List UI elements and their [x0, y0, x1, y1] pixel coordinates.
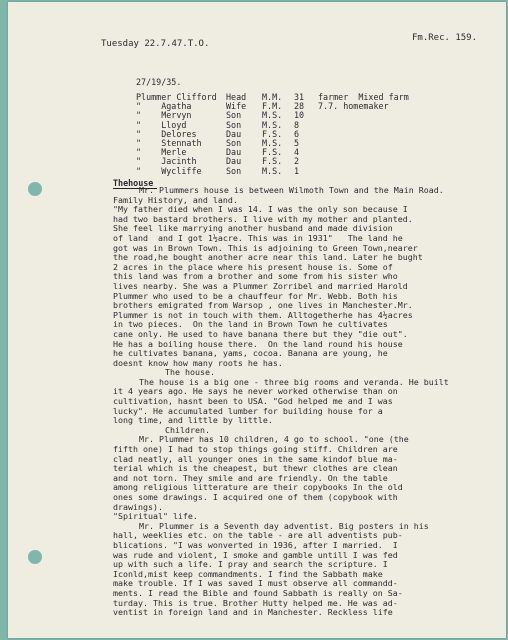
- household-sex-status: M.S.: [262, 165, 283, 176]
- household-name: " Jacinth: [136, 156, 197, 167]
- text-line: The house.: [165, 367, 215, 378]
- text-line: of land and I got 1½acre. This was in 1931" The land he: [113, 232, 403, 243]
- text-line: it 4 years ago. He says he never worked otherwise than on: [113, 386, 398, 397]
- text-line: lives nearby. She was a Plummer Zorribel and married Harold: [113, 280, 408, 291]
- household-age: 31: [294, 92, 305, 102]
- header-date: Tuesday 22.7.47.T.O.: [101, 39, 210, 49]
- text-line: and not torn. They smile and are friendly. On the table: [113, 472, 388, 483]
- household-name: " Mervyn: [136, 110, 192, 121]
- section-heading-struck: Thehouse: [113, 178, 154, 188]
- household-sex-status: M.S.: [262, 138, 283, 148]
- text-line: cane only. He used to have banana there but they "die out".: [113, 328, 408, 339]
- text-line: Plummer who used to be a chauffeur for Mr. Webb. Both his: [113, 290, 398, 301]
- text-line: long time, and little by little.: [113, 415, 273, 426]
- text-line: "My father died when I was 14. I was the only son because I: [113, 204, 408, 215]
- text-line: hall, weeklies etc. on the table - are all adventists pub-: [113, 530, 403, 541]
- text-line: drawings).: [113, 501, 163, 512]
- text-line: up with such a life. I pray and search the scripture. I: [113, 559, 388, 570]
- text-line: was rude and violent, I smoke and gamble untill I was fed: [113, 549, 398, 560]
- census-date: 27/19/35.: [136, 77, 182, 87]
- text-line: She feel like marrying another husband and made division: [113, 223, 393, 234]
- household-sex-status: F.S.: [262, 147, 283, 158]
- record-number: Fm.Rec. 159.: [412, 33, 478, 43]
- text-line: Mr. Plummer is a Seventh day adventist. Big posters in his: [139, 520, 429, 531]
- text-line: Children.: [165, 424, 210, 435]
- text-line: ones some drawings. I acquired one of them (copybook with: [113, 492, 398, 502]
- text-line: Family History, and land.: [113, 194, 238, 205]
- text-line: in two pieces. On the land in Brown Town he cultivates: [113, 319, 388, 330]
- text-line: The house is a big one - three big rooms and veranda. He built: [139, 376, 449, 387]
- text-line: ventist in foreign land and in Manchester. Reckless life: [113, 607, 393, 618]
- text-line: he cultivates banana, yams, cocoa. Banana are young, he: [113, 348, 388, 359]
- text-line: 2 acres in the place where his present house is. Some of: [113, 261, 393, 272]
- household-relation: Son: [226, 165, 242, 176]
- text-line: Mr. Plummers house is between Wilmoth Town and the Main Road.: [139, 185, 444, 195]
- household-age: 4: [294, 147, 300, 158]
- text-line: got was in Brown Town. This is adjoining to Green Town,nearer: [113, 242, 418, 253]
- household-sex-status: M.S.: [262, 119, 283, 130]
- household-sex-status: F.M.: [262, 101, 283, 112]
- text-line: make trouble. If I was saved I must observe all commandd-: [113, 578, 398, 589]
- text-line: lucky". He accumulated lumber for building house for a: [113, 405, 383, 416]
- text-line: cultivation, hasnt been to USA. "God helped me and I was: [113, 396, 393, 407]
- household-name: " Merle: [136, 147, 187, 158]
- household-age: 8: [294, 119, 300, 130]
- household-sex-status: F.S.: [262, 128, 283, 139]
- household-name: " Delores: [136, 128, 197, 139]
- text-line: the road,he bought another acre near this land. Later he bught: [113, 252, 423, 263]
- text-line: fifth one) I had to stop things going stiff. Children are: [113, 444, 398, 455]
- household-age: 2: [294, 156, 300, 167]
- text-line: He has a boiling house there. On the land round his house: [113, 338, 403, 349]
- household-relation: Son: [226, 119, 242, 130]
- household-occupation: farmer Mixed farm: [318, 92, 409, 102]
- household-relation: Dau: [226, 147, 242, 158]
- household-sex-status: F.S.: [262, 156, 283, 167]
- text-line: "Spiritual" life.: [113, 511, 198, 522]
- household-sex-status: M.S.: [262, 110, 283, 121]
- household-age: 28: [294, 101, 305, 112]
- punch-hole: [28, 182, 42, 196]
- text-line: ments. I read the Bible and found Sabbath is really on Sa-: [113, 587, 403, 598]
- household-relation: Head: [226, 92, 247, 102]
- text-line: Iconld,mist keep commandments. I find the Sabbath make: [113, 568, 383, 579]
- household-relation: Wife: [226, 101, 247, 112]
- text-line: blications. "I was wonverted in 1936, after I married. I: [113, 539, 398, 550]
- text-line: Mr. Plummer has 10 children, 4 go to school. "one (the: [139, 434, 409, 445]
- text-line: brothers emigrated from Warsop , one lives in Manchester.Mr.: [113, 300, 413, 311]
- text-line: terial which is the cheapest, but thewr clothes are clean: [113, 463, 398, 474]
- household-age: 1: [294, 165, 300, 176]
- document-page: [8, 2, 506, 638]
- household-name: Plummer Clifford: [136, 92, 217, 102]
- text-line: Plummer is not in touch with them. Alltogetherhe has 4½acres: [113, 309, 413, 320]
- text-line: doesnt know how many roots he has.: [113, 357, 283, 368]
- text-line: clad neatly, all younger ones in the same kindof blue ma-: [113, 453, 398, 464]
- household-relation: Son: [226, 110, 242, 121]
- household-relation: Dau: [226, 156, 242, 167]
- household-occupation: 7.7. homemaker: [318, 101, 389, 112]
- household-age: 5: [294, 138, 300, 148]
- household-age: 6: [294, 128, 300, 139]
- household-name: " Agatha: [136, 101, 192, 112]
- text-line: had two bastard brothers. I live with my mother and planted.: [113, 213, 413, 224]
- text-line: this land was from a brother and some from his sister who: [113, 271, 398, 282]
- household-age: 10: [294, 110, 305, 121]
- household-name: " Wycliffe: [136, 165, 202, 176]
- document-body: [113, 186, 498, 618]
- household-sex-status: M.M.: [262, 92, 283, 102]
- text-line: among religious litterature are their copybooks In the old: [113, 482, 403, 493]
- household-name: " Stennath: [136, 138, 202, 148]
- punch-hole: [28, 550, 42, 564]
- text-line: turday. This is true. Brother Hutty helped me. He was ad-: [113, 597, 398, 608]
- household-relation: Dau: [226, 128, 242, 139]
- household-name: " Lloyd: [136, 119, 187, 130]
- household-relation: Son: [226, 138, 242, 148]
